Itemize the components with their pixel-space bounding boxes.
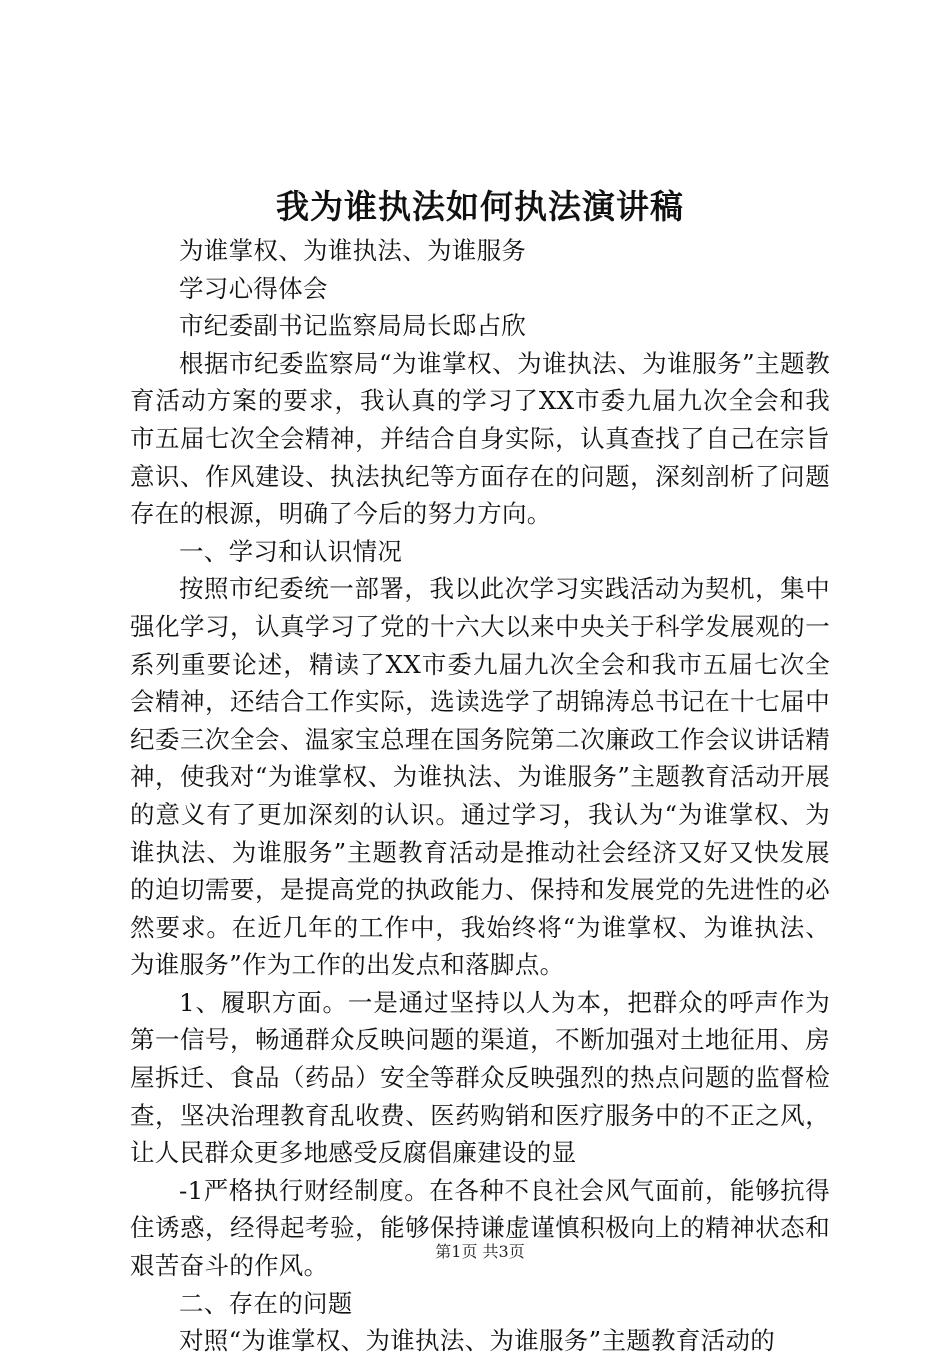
paragraph-intro: 根据市纪委监察局“为谁掌权、为谁执法、为谁服务”主题教育活动方案的要求，我认真的学习了XX市委九届九次全会和我市五届七次全会精神，并结合自身实际，认真查找了自己在宗旨意识、作风建设、执法执纪等方面存在的问题，深刻剖析了问题存在的根源，明确了今后的努力方向。 <box>130 348 830 529</box>
paragraph-study: 按照市纪委统一部署，我以此次学习实践活动为契机，集中强化学习，认真学习了党的十六大以来中央关于科学发展观的一系列重要论述，精读了XX市委九届九次全会和我市五届七次全会精神，还结合工作实际，选读选学了胡锦涛总书记在十七届中纪委三次全会、温家宝总理在国务院第二次廉政工作会议讲话精神，使我对“为谁掌权、为谁执法、为谁服务”主题教育活动开展的意义有了更加深刻的认识。通过学习，我认为“为谁掌权、为谁执法、为谁服务”主题教育活动是推动社会经济又好又快发展的迫切需要，是提高党的执政能力、保持和发展党的先进性的必然要求。在近几年的工作中，我始终将“为谁掌权、为谁执法、为谁服务”作为工作的出发点和落脚点。 <box>130 574 831 980</box>
paragraph-subtitle-2: 学习心得体会 <box>179 273 328 303</box>
document-page <box>130 0 831 1356</box>
document-body <box>130 232 830 1360</box>
paragraph-finance: -1严格执行财经制度。在各种不良社会风气面前，能够抗得住诱惑，经得起考验，能够保持谦虚谨慎积极向上的精神状态和艰苦奋斗的作风。 <box>130 1175 830 1281</box>
page-footer: 第1页 共3页 <box>435 1242 525 1261</box>
paragraph-problems: 对照“为谁掌权、为谁执法、为谁服务”主题教育活动的 <box>179 1326 776 1356</box>
section-heading-2: 二、存在的问题 <box>179 1288 353 1318</box>
section-heading-1: 一、学习和认识情况 <box>179 536 403 566</box>
paragraph-author: 市纪委副书记监察局局长邸占欣 <box>179 311 527 341</box>
paragraph-subtitle: 为谁掌权、为谁执法、为谁服务 <box>179 236 527 265</box>
paragraph-duty: 1、履职方面。一是通过坚持以人为本，把群众的呼声作为第一信号，畅通群众反映问题的渠道，不断加强对土地征用、房屋拆迁、食品（药品）安全等群众反映强烈的热点问题的监督检查，坚决治理教育乱收费、医药购销和医疗服务中的不正之风，让人民群众更多地感受反腐倡廉建设的显 <box>130 987 830 1168</box>
document-title: 我为谁执法如何执法演讲稿 <box>276 187 684 226</box>
